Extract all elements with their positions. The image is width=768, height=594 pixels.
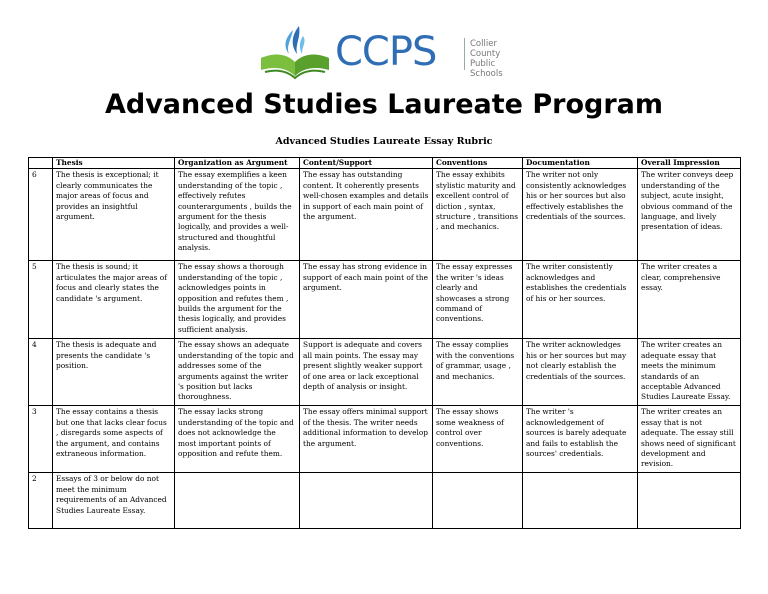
logo-org-line-1: Collier County xyxy=(470,39,501,59)
page-title: Advanced Studies Laureate Program xyxy=(104,89,663,120)
conventions-cell: The essay shows some weakness of control over conventions. xyxy=(433,406,523,473)
header-score xyxy=(29,158,53,169)
score-cell: 4 xyxy=(29,339,53,406)
conventions-cell xyxy=(433,473,523,529)
table-row xyxy=(29,169,741,261)
rubric-table xyxy=(28,157,741,529)
overall-cell: The writer creates an adequate essay that meets the minimum standards of an acceptable Advanced Studies Laureate Essay. xyxy=(638,339,741,406)
thesis-cell: The thesis is exceptional; it clearly communicates the major areas of focus and provides an insightful argument. xyxy=(53,169,175,261)
header-content: Content/Support xyxy=(300,158,433,169)
rubric-subtitle: Advanced Studies Laureate Essay Rubric xyxy=(275,136,493,147)
conventions-cell: The essay expresses the writer 's ideas clearly and showcases a strong command of conventions. xyxy=(433,261,523,339)
content-cell xyxy=(300,473,433,529)
organization-cell: The essay lacks strong understanding of the topic and does not acknowledge the most important points of opposition and refute them. xyxy=(175,406,300,473)
documentation-cell: The writer consistently acknowledges and establishes the credentials of his or her sources. xyxy=(523,261,638,339)
conventions-cell: The essay complies with the conventions of grammar, usage , and mechanics. xyxy=(433,339,523,406)
header-conventions: Conventions xyxy=(433,158,523,169)
table-row xyxy=(29,261,741,339)
logo-org-line-2: Public Schools xyxy=(470,59,503,79)
logo-divider xyxy=(464,38,465,70)
content-cell: The essay offers minimal support of the thesis. The writer needs additional information to develop the argument. xyxy=(300,406,433,473)
organization-cell xyxy=(175,473,300,529)
logo-org-name xyxy=(470,39,517,79)
content-cell: The essay has outstanding content. It coherently presents well-chosen examples and details in support of each main point of the argument. xyxy=(300,169,433,261)
overall-cell xyxy=(638,473,741,529)
score-cell: 5 xyxy=(29,261,53,339)
documentation-cell: The writer acknowledges his or her sources but may not clearly establish the credentials of the sources. xyxy=(523,339,638,406)
organization-cell: The essay exemplifies a keen understanding of the topic , effectively refutes counterarguments , builds the argument for the thesis logically, and provides a well-structured and thoughtful analysis. xyxy=(175,169,300,261)
header-overall: Overall Impression xyxy=(638,158,741,169)
conventions-cell: The essay exhibits stylistic maturity and excellent control of diction , syntax, structure , transitions , and mechanics. xyxy=(433,169,523,261)
table-row xyxy=(29,339,741,406)
score-cell: 3 xyxy=(29,406,53,473)
documentation-cell xyxy=(523,473,638,529)
header-documentation: Documentation xyxy=(523,158,638,169)
header-thesis: Thesis xyxy=(53,158,175,169)
organization-cell: The essay shows an adequate understanding of the topic and addresses some of the arguments against the writer 's position but lacks thoroughness. xyxy=(175,339,300,406)
documentation-cell: The writer 's acknowledgement of sources is barely adequate and fails to establish the sources' credentials. xyxy=(523,406,638,473)
table-header-row xyxy=(29,158,741,169)
thesis-cell: The thesis is adequate and presents the candidate 's position. xyxy=(53,339,175,406)
book-flame-icon xyxy=(255,24,335,82)
content-cell: Support is adequate and covers all main points. The essay may present slightly weaker support of one area or lack exceptional depth of analysis or insight. xyxy=(300,339,433,406)
overall-cell: The writer conveys deep understanding of the subject, acute insight, obvious command of the language, and lively presentation of ideas. xyxy=(638,169,741,261)
header-organization: Organization as Argument xyxy=(175,158,300,169)
documentation-cell: The writer not only consistently acknowledges his or her sources but also effectively establishes the credentials of the sources. xyxy=(523,169,638,261)
thesis-cell: The essay contains a thesis but one that lacks clear focus , disregards some aspects of the argument, and contains extraneous information. xyxy=(53,406,175,473)
overall-cell: The writer creates a clear, comprehensive essay. xyxy=(638,261,741,339)
thesis-cell: Essays of 3 or below do not meet the minimum requirements of an Advanced Studies Laureate Essay. xyxy=(53,473,175,529)
logo-wordmark: CCPS xyxy=(335,29,437,75)
table-row xyxy=(29,406,741,473)
thesis-cell: The thesis is sound; it articulates the major areas of focus and clearly states the candidate 's argument. xyxy=(53,261,175,339)
score-cell: 6 xyxy=(29,169,53,261)
overall-cell: The writer creates an essay that is not adequate. The essay still shows need of significant development and revision. xyxy=(638,406,741,473)
content-cell: The essay has strong evidence in support of each main point of the argument. xyxy=(300,261,433,339)
ccps-logo xyxy=(255,24,517,82)
table-row xyxy=(29,473,741,529)
organization-cell: The essay shows a thorough understanding of the topic , acknowledges points in opposition and refutes them , builds the argument for the thesis logically, and provides sufficient analysis. xyxy=(175,261,300,339)
score-cell: 2 xyxy=(29,473,53,529)
